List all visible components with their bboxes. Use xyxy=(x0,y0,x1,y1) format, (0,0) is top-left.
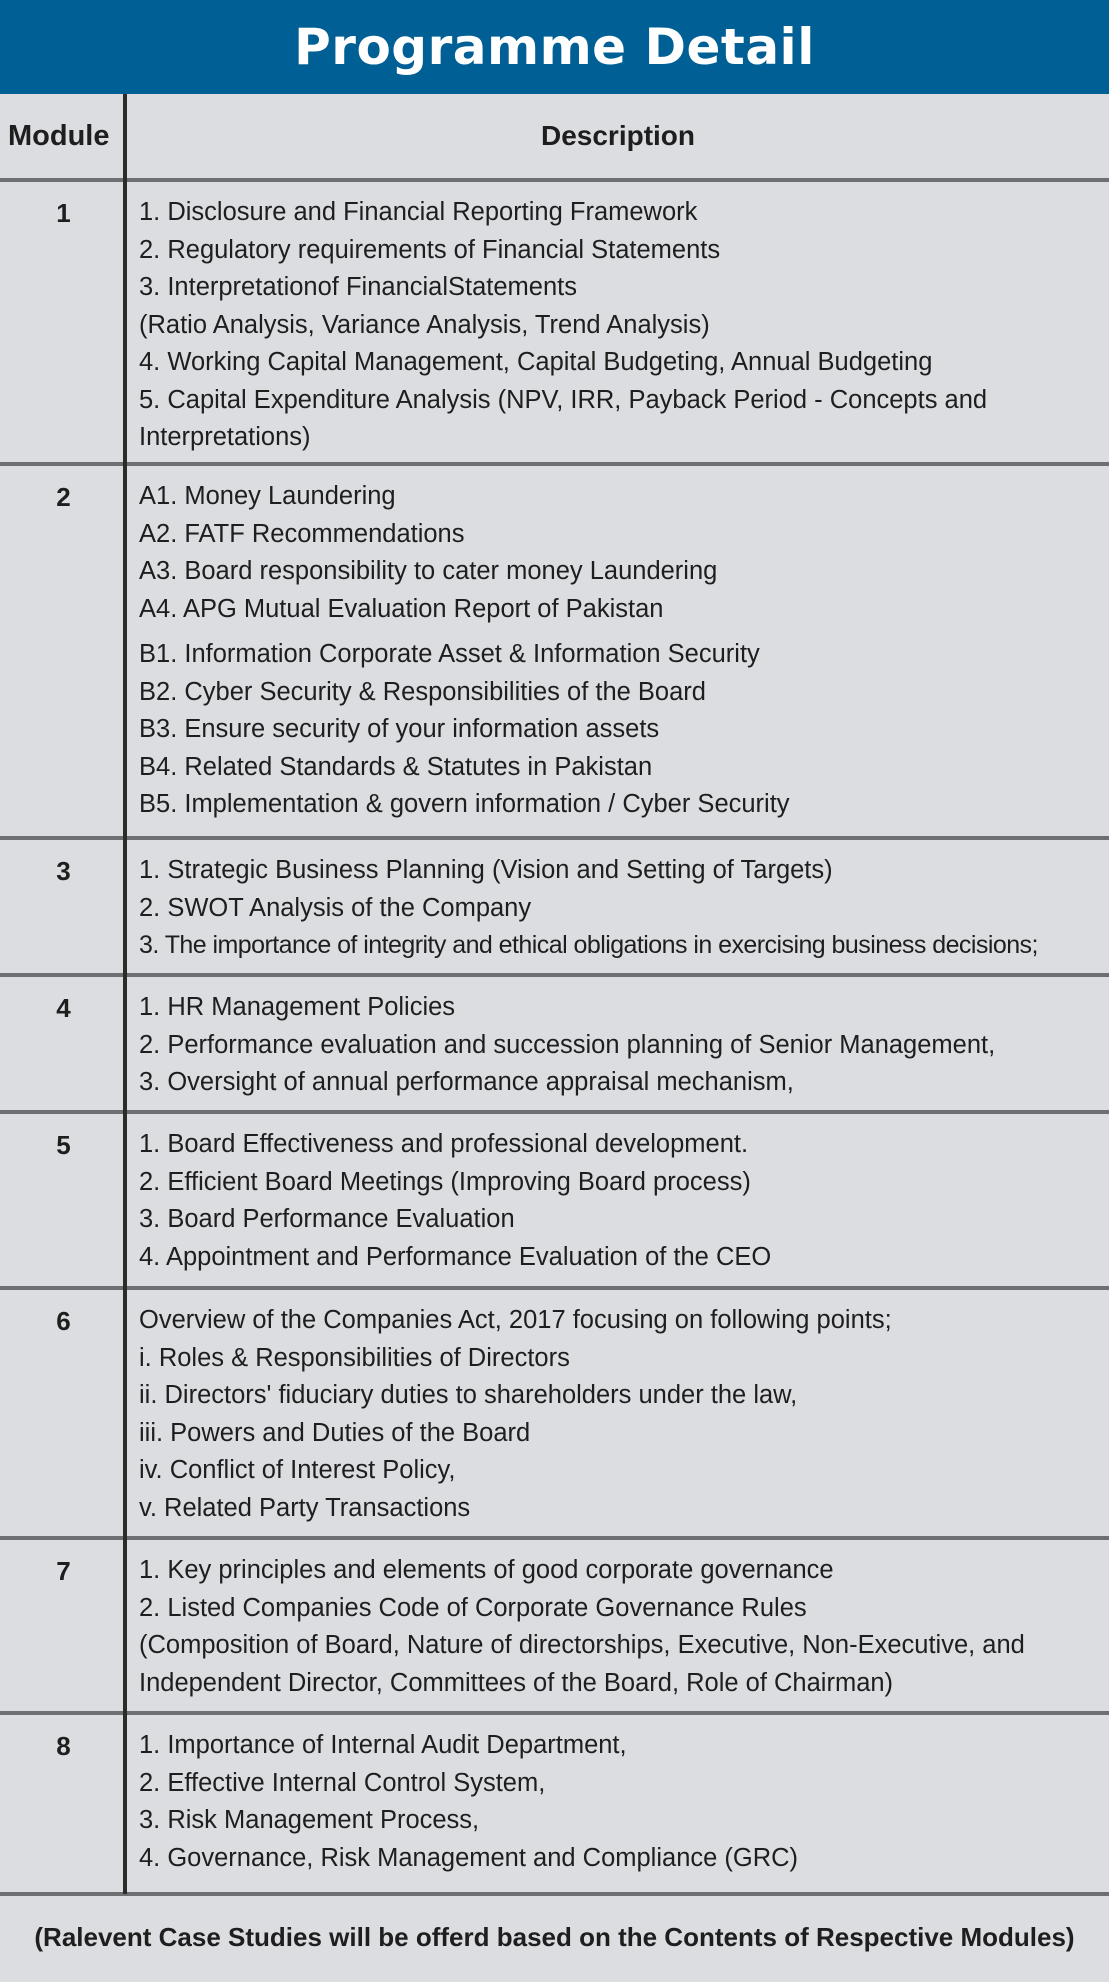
module-column-header: Module xyxy=(8,119,110,152)
module-description xyxy=(127,1540,1109,1711)
module-description xyxy=(127,1715,1109,1892)
description-line: 2. SWOT Analysis of the Company xyxy=(139,893,532,922)
module-description xyxy=(127,1114,1109,1286)
description-line: 2. Regulatory requirements of Financial Statements xyxy=(139,235,721,264)
table-row xyxy=(0,1540,1109,1715)
description-line: B4. Related Standards & Statutes in Pakistan xyxy=(139,752,653,781)
module-description xyxy=(127,1290,1109,1536)
description-line: Overview of the Companies Act, 2017 focusing on following points; xyxy=(139,1306,892,1334)
description-line: 1. Importance of Internal Audit Department, xyxy=(139,1731,627,1759)
module-description xyxy=(127,466,1109,836)
description-line: 3. Board Performance Evaluation xyxy=(139,1205,515,1233)
description-line: A1. Money Laundering xyxy=(139,482,396,510)
table-row xyxy=(0,840,1109,977)
description-line: B5. Implementation & govern information / Cyber Security xyxy=(139,790,790,818)
description-line: B3. Ensure security of your information assets xyxy=(139,715,660,743)
page-title: Programme Detail xyxy=(0,0,1109,94)
description-line: 2. Listed Companies Code of Corporate Governance Rules xyxy=(139,1593,807,1622)
table-header-row xyxy=(0,94,1109,182)
table-row xyxy=(0,1290,1109,1540)
table-row xyxy=(0,977,1109,1114)
description-line: 4. Appointment and Performance Evaluation of the CEO xyxy=(139,1242,772,1271)
description-line: 1. HR Management Policies xyxy=(139,993,456,1021)
description-line: (Ratio Analysis, Variance Analysis, Trend Analysis) xyxy=(139,310,710,339)
description-line: B2. Cyber Security & Responsibilities of the Board xyxy=(139,677,706,706)
description-line: 3. Interpretationof FinancialStatements xyxy=(139,273,577,301)
description-line: ii. Directors' fiduciary duties to shareholders under the law, xyxy=(139,1381,798,1409)
module-number: 1 xyxy=(56,198,71,228)
module-number: 5 xyxy=(56,1130,71,1160)
description-line: iii. Powers and Duties of the Board xyxy=(139,1418,531,1447)
description-column-header: Description xyxy=(540,120,696,151)
description-line: 1. Key principles and elements of good corporate governance xyxy=(139,1556,834,1584)
module-description xyxy=(127,977,1109,1110)
module-number: 7 xyxy=(56,1556,71,1586)
programme-table xyxy=(0,94,1109,1896)
table-row xyxy=(0,1114,1109,1290)
module-number: 6 xyxy=(56,1306,71,1336)
description-line: (Composition of Board, Nature of directorships, Executive, Non-Executive, and Independent Director, Committees of the Board, Role of Chairman) xyxy=(139,1631,1025,1697)
module-description xyxy=(127,182,1109,462)
description-line: 3. Risk Management Process, xyxy=(139,1806,480,1834)
description-line: 4. Governance, Risk Management and Compliance (GRC) xyxy=(139,1843,799,1872)
module-number: 2 xyxy=(56,482,71,512)
description-line: 4. Working Capital Management, Capital Budgeting, Annual Budgeting xyxy=(139,348,933,376)
description-line: A4. APG Mutual Evaluation Report of Pakistan xyxy=(139,594,664,623)
description-line: 1. Strategic Business Planning (Vision and Setting of Targets) xyxy=(139,856,833,884)
description-line: 1. Disclosure and Financial Reporting Framework xyxy=(139,198,698,226)
description-line: 3. The importance of integrity and ethical obligations in exercising business decisions; xyxy=(139,931,1038,959)
module-number: 8 xyxy=(56,1731,71,1761)
table-row xyxy=(0,182,1109,466)
description-line: A2. FATF Recommendations xyxy=(139,519,465,548)
table-row xyxy=(0,466,1109,840)
column-divider xyxy=(123,94,127,1894)
description-line: 2. Effective Internal Control System, xyxy=(139,1768,546,1797)
table-row xyxy=(0,1715,1109,1896)
description-line: B1. Information Corporate Asset & Information Security xyxy=(139,640,760,668)
description-line: 3. Oversight of annual performance appraisal mechanism, xyxy=(139,1068,794,1096)
description-line: i. Roles & Responsibilities of Directors xyxy=(139,1343,570,1372)
description-line: A3. Board responsibility to cater money Laundering xyxy=(139,557,718,585)
section-gap xyxy=(139,628,1109,636)
module-description xyxy=(127,840,1109,973)
description-line: iv. Conflict of Interest Policy, xyxy=(139,1456,456,1484)
description-line: 1. Board Effectiveness and professional development. xyxy=(139,1130,749,1158)
module-number: 3 xyxy=(56,856,71,886)
description-line: v. Related Party Transactions xyxy=(139,1493,471,1522)
module-number: 4 xyxy=(56,993,71,1023)
footer-note: (Ralevent Case Studies will be offerd based on the Contents of Respective Modules) xyxy=(34,1921,1075,1952)
description-line: 2. Performance evaluation and succession planning of Senior Management, xyxy=(139,1030,996,1059)
description-line: 2. Efficient Board Meetings (Improving Board process) xyxy=(139,1167,751,1196)
description-line: 5. Capital Expenditure Analysis (NPV, IRR, Payback Period - Concepts and Interpretations) xyxy=(139,385,988,451)
